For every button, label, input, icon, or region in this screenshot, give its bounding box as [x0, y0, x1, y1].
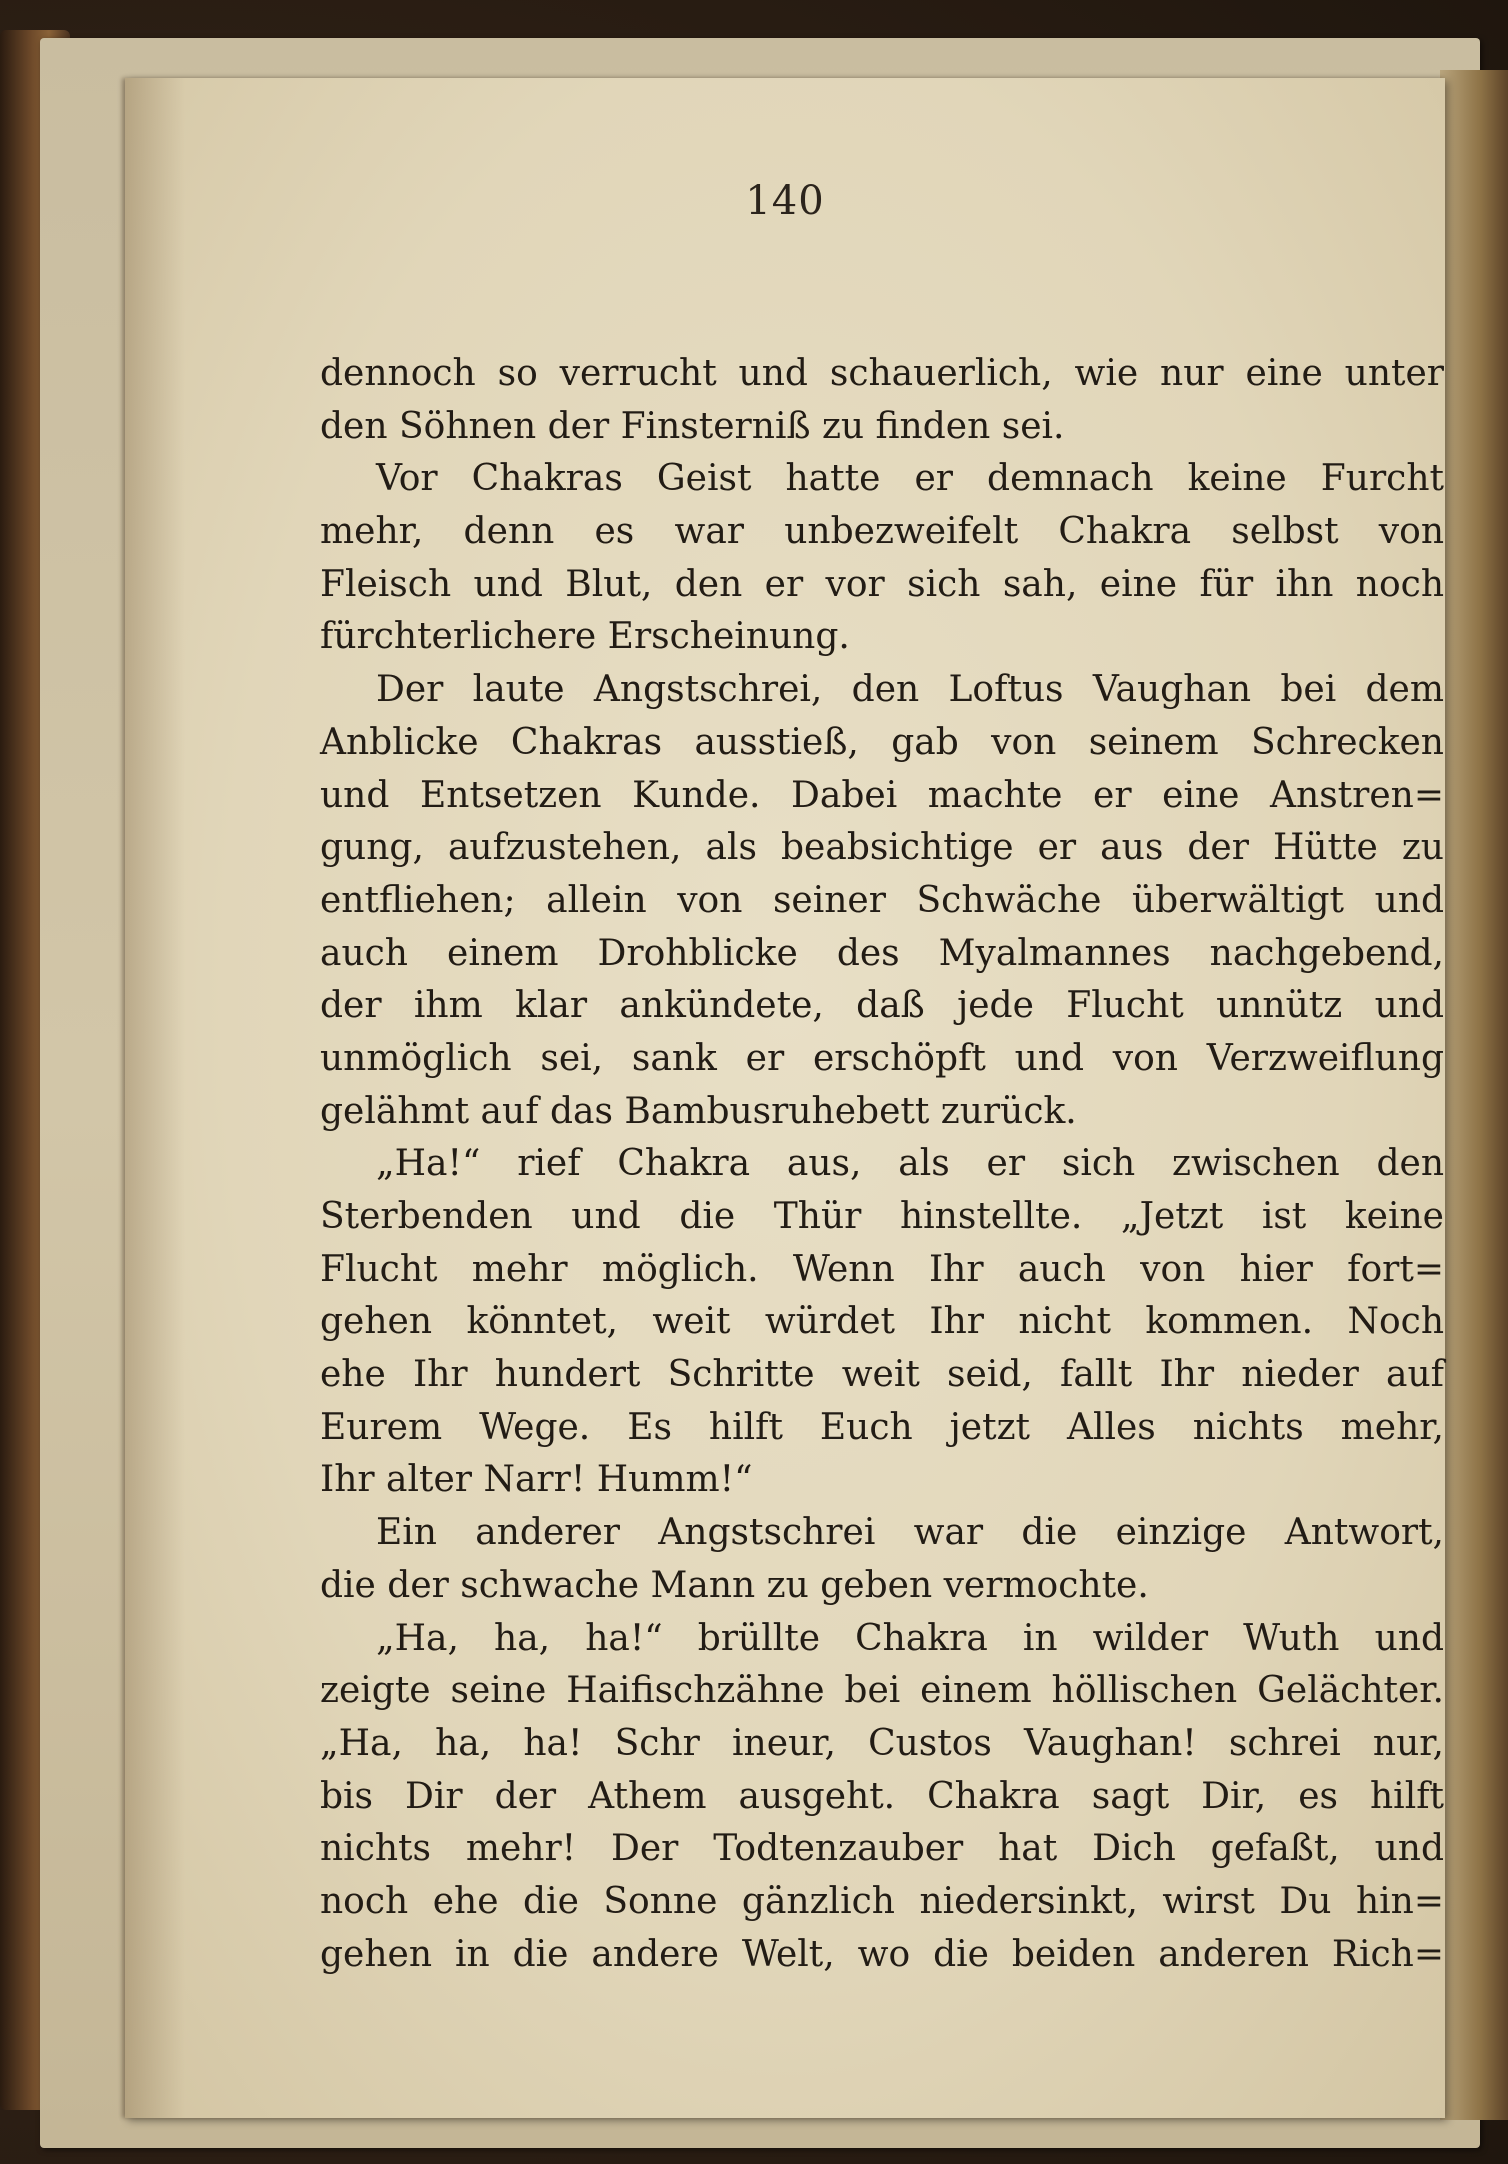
text-line: Vor Chakras Geist hatte er demnach keine Furcht [376, 458, 1444, 500]
text-line: Anblicke Chakras ausstieß, gab von seinem Schrecken [320, 721, 1444, 763]
text-line: Der laute Angstschrei, den Loftus Vaughan bei dem [376, 669, 1444, 711]
text-line: gelähmt auf das Bambusruhebett zurück. [320, 1090, 1077, 1132]
text-line: der ihm klar ankündete, daß jede Flucht unnütz und [320, 985, 1444, 1027]
text-line: den Söhnen der Finsterniß zu finden sei. [320, 405, 1065, 447]
text-line: „Ha!“ rief Chakra aus, als er sich zwischen den [376, 1143, 1444, 1185]
text-line: Flucht mehr möglich. Wenn Ihr auch von hier fort= [320, 1248, 1444, 1290]
text-line: unmöglich sei, sank er erschöpft und von Verzweiflung [320, 1037, 1444, 1079]
text-line: dennoch so verrucht und schauerlich, wie nur eine unter [320, 353, 1444, 394]
text-line: Ein anderer Angstschrei war die einzige Antwort, [376, 1512, 1444, 1554]
text-line: Sterbenden und die Thür hinstellte. „Jetzt ist keine [320, 1196, 1444, 1237]
text-line: nichts mehr! Der Todtenzauber hat Dich gefaßt, und [320, 1828, 1444, 1870]
text-line: gung, aufzustehen, als beabsichtige er aus der Hütte zu [320, 827, 1444, 869]
body-text [320, 348, 1444, 1981]
page-number: 140 [745, 178, 825, 224]
text-line: bis Dir der Athem ausgeht. Chakra sagt Dir, es hilft [320, 1775, 1444, 1817]
text-line: Eurem Wege. Es hilft Euch jetzt Alles nichts mehr, [320, 1406, 1444, 1448]
text-line: gehen könntet, weit würdet Ihr nicht kommen. Noch [320, 1301, 1444, 1343]
right-page-edges [1440, 70, 1508, 2120]
text-line: mehr, denn es war unbezweifelt Chakra selbst von [320, 511, 1444, 553]
text-line: Fleisch und Blut, den er vor sich sah, eine für ihn noch [320, 563, 1444, 605]
text-line: und Entsetzen Kunde. Dabei machte er eine Anstren= [320, 774, 1444, 816]
text-line: zeigte seine Haifischzähne bei einem höllischen Gelächter. [320, 1670, 1444, 1712]
text-line: „Ha, ha, ha! Schr ineur, Custos Vaughan! schrei nur, [320, 1722, 1444, 1764]
text-line: gehen in die andere Welt, wo die beiden anderen Rich= [320, 1933, 1444, 1975]
text-line: auch einem Drohblicke des Myalmannes nachgebend, [320, 932, 1444, 974]
text-line: noch ehe die Sonne gänzlich niedersinkt, wirst Du hin= [320, 1880, 1444, 1922]
text-line: Ihr alter Narr! Humm!“ [320, 1459, 753, 1501]
text-line: ehe Ihr hundert Schritte weit seid, fallt Ihr nieder auf [320, 1354, 1444, 1396]
text-line: entfliehen; allein von seiner Schwäche überwältigt und [320, 879, 1444, 921]
book-page [125, 78, 1445, 2118]
text-line: „Ha, ha, ha!“ brüllte Chakra in wilder Wuth und [376, 1617, 1444, 1659]
text-line: fürchterlichere Erscheinung. [320, 616, 850, 658]
text-line: die der schwache Mann zu geben vermochte. [320, 1564, 1149, 1606]
